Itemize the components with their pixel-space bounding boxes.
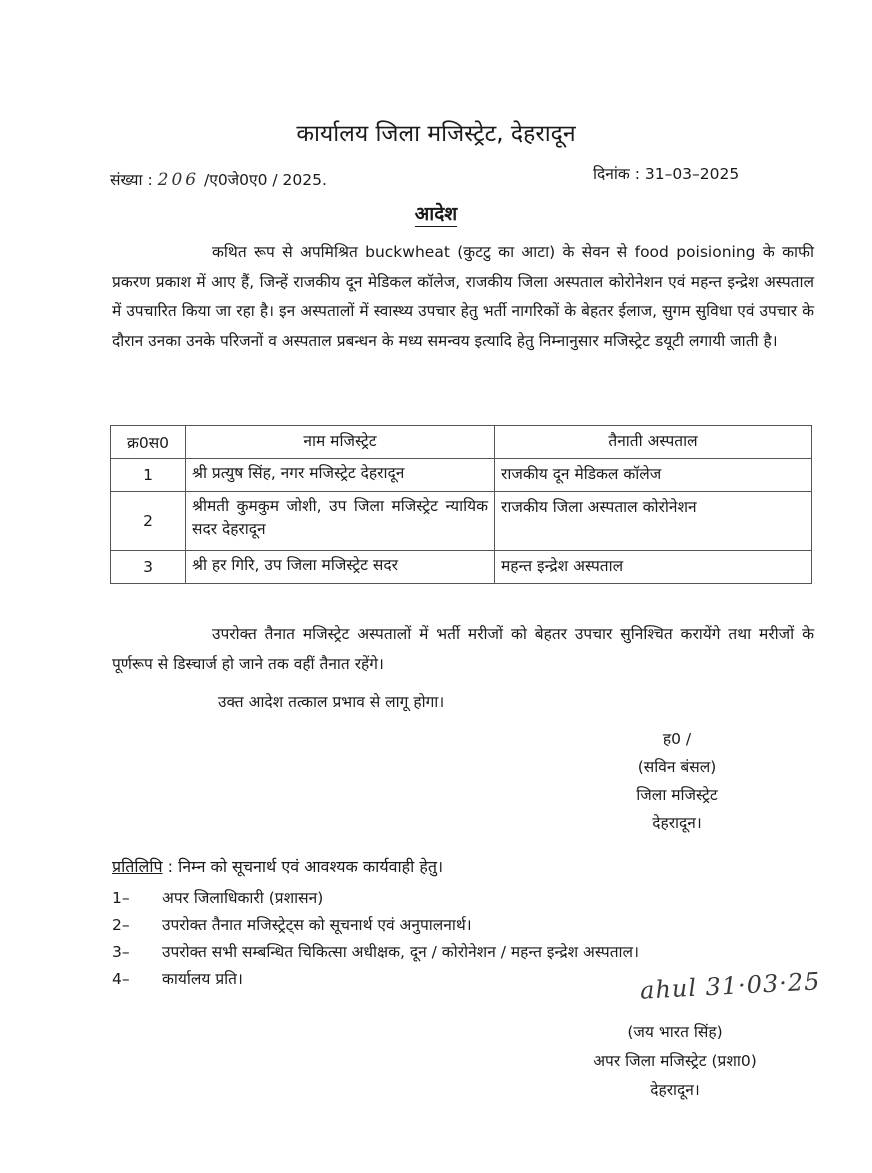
office-title: कार्यालय जिला मजिस्ट्रेट, देहरादून [296, 121, 576, 147]
reference-suffix: /ए0जे0ए0 / 2025. [199, 171, 327, 189]
signatory-designation: जिला मजिस्ट्रेट [636, 786, 718, 804]
order-paragraph-2: उपरोक्त तैनात मजिस्ट्रेट अस्पतालों में भर्ती मरीजों को बेहतर उपचार सुनिश्चित करायेंगे तथा मरीजों के पूर्णरूप से डिस्चार्ज हो जाने तक वहीं तैनात रहेंगे। [112, 625, 814, 673]
magistrate-cell: श्री हर गिरि, उप जिला मजिस्ट्रेट सदर [186, 551, 495, 584]
copy-heading-label: प्रतिलिपि [112, 857, 163, 876]
list-item-text: अपर जिलाधिकारी (प्रशासन) [162, 889, 324, 907]
table-header-row [111, 426, 812, 459]
list-item-number: 1– [112, 889, 130, 907]
magistrate-cell: श्री प्रत्युष सिंह, नगर मजिस्ट्रेट देहरादून [186, 459, 495, 492]
hospital-cell: महन्त इन्द्रेश अस्पताल [495, 551, 812, 584]
signatory-place: देहरादून। [652, 814, 702, 832]
signatory-name: (सविन बंसल) [637, 758, 717, 776]
list-item [112, 913, 472, 935]
order-paragraph-3: उक्त आदेश तत्काल प्रभाव से लागू होगा। [218, 693, 445, 711]
hospital-cell: राजकीय जिला अस्पताल कोरोनेशन [495, 492, 812, 551]
list-item-number: 4– [112, 970, 130, 988]
second-signatory-name: (जय भारत सिंह) [627, 1023, 723, 1041]
list-item-number: 3– [112, 943, 130, 961]
list-item [112, 940, 639, 962]
list-item-text: उपरोक्त सभी सम्बन्धित चिकित्सा अधीक्षक, दून / कोरोनेशन / महन्त इन्द्रेश अस्पताल। [162, 943, 639, 961]
order-heading-text: आदेश [414, 203, 458, 225]
list-item-text: उपरोक्त तैनात मजिस्ट्रेट्स को सूचनार्थ एवं अनुपालनार्थ। [162, 916, 472, 934]
column-header-magistrate: नाम मजिस्ट्रेट [186, 426, 495, 459]
handwritten-signature: ahul 31·03·25 [639, 967, 822, 1005]
signatory-block [612, 725, 742, 837]
serial-cell: 1 [111, 459, 186, 492]
second-signatory-place: देहरादून। [650, 1081, 700, 1099]
column-header-serial: क्र0स0 [111, 426, 186, 459]
copy-heading-text: : निम्न को सूचनार्थ एवं आवश्यक कार्यवाही हेतु। [162, 857, 444, 876]
second-signatory-block [560, 1018, 790, 1105]
table-row [111, 459, 812, 492]
list-item-number: 2– [112, 916, 130, 934]
serial-cell: 2 [111, 492, 186, 551]
order-paragraph-1: कथित रूप से अपमिश्रित buckwheat (कुटटु का आटा) के सेवन से food poisioning के काफी प्रकरण प्रकाश में आए हैं, जिन्हें राजकीय दून मेडिकल कॉलेज, राजकीय जिला अस्पताल कोरोनेशन एवं महन्त इन्द्रेश अस्पताल में उपचारित किया जा रहा है। इन अस्पतालों में स्वास्थ्य उपचार हेतु भर्ती नागरिकों के बेहतर ईलाज, सुगम सुविधा एवं उपचार के दौरान उनका उनके परिजनों व अस्पताल प्रबन्धन के मध्य समन्वय इत्यादि हेतु निम्नानुसार मजिस्ट्रेट डयूटी लगायी जाती है। [112, 243, 814, 350]
hospital-cell: राजकीय दून मेडिकल कॉलेज [495, 459, 812, 492]
magistrate-cell: श्रीमती कुमकुम जोशी, उप जिला मजिस्ट्रेट न्यायिक सदर देहरादून [186, 492, 495, 551]
list-item-text: कार्यालय प्रति। [162, 970, 243, 988]
copy-heading [112, 855, 443, 877]
table-row [111, 492, 812, 551]
order-date: दिनांक : 31–03–2025 [593, 165, 740, 183]
signed-mark: ह0 / [662, 730, 692, 748]
table-row [111, 551, 812, 584]
magistrate-duty-table [110, 425, 812, 584]
second-signatory-designation: अपर जिला मजिस्ट्रेट (प्रशा0) [593, 1052, 757, 1070]
reference-number [110, 168, 327, 190]
serial-cell: 3 [111, 551, 186, 584]
order-heading [0, 200, 872, 226]
reference-prefix: संख्या : [110, 171, 158, 189]
list-item [112, 886, 323, 908]
column-header-hospital: तैनाती अस्पताल [495, 426, 812, 459]
handwritten-reference-number: 206 [157, 170, 200, 190]
list-item [112, 967, 243, 989]
